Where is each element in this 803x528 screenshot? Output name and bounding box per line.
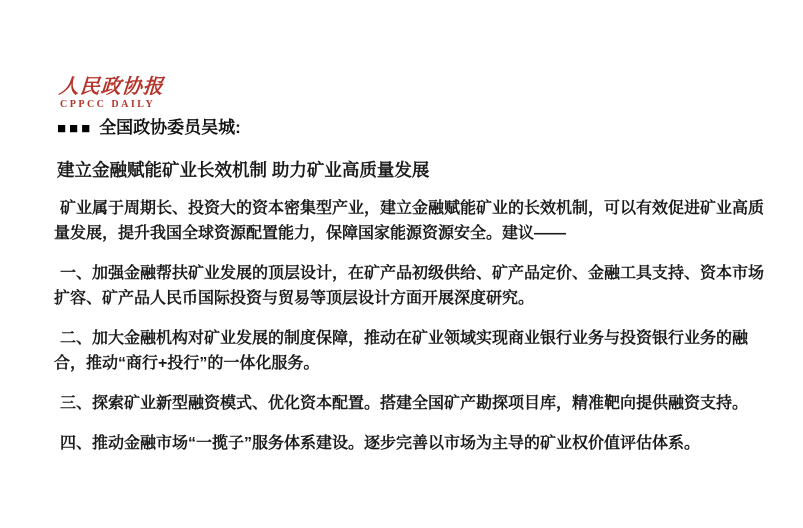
- article-paragraph-point-1: 一、加强金融帮扶矿业发展的顶层设计，在矿产品初级供给、矿产品定价、金融工具支持、资本市场扩容、矿产品人民币国际投资与贸易等顶层设计方面开展深度研究。: [54, 265, 765, 307]
- kicker-text: 全国政协委员吴城:: [99, 118, 241, 137]
- article-paragraph-point-2: 二、加大金融机构对矿业发展的制度保障，推动在矿业领域实现商业银行业务与投资银行业务的融合，推动“商行+投行”的一体化服务。: [54, 330, 749, 372]
- article-kicker: [57, 117, 777, 139]
- kicker-squares-icon: ■■■: [57, 120, 94, 137]
- cppcc-daily-logo-subtitle: CPPCC DAILY: [60, 99, 156, 110]
- article-paragraph-point-4: 四、推动金融市场“一揽子”服务体系建设。逐步完善以市场为主导的矿业权价值评估体系。: [60, 435, 701, 452]
- article-paragraph-lead: 矿业属于周期长、投资大的资本密集型产业，建立金融赋能矿业的长效机制，可以有效促进矿业高质量发展，提升我国全球资源配置能力，保障国家能源资源安全。建议——: [54, 200, 765, 242]
- cppcc-daily-logo: 人民政协报: [58, 76, 165, 98]
- article-body: [54, 196, 777, 456]
- article-title: 建立金融赋能矿业长效机制 助力矿业高质量发展: [57, 160, 430, 180]
- article-paragraph-point-3: 三、探索矿业新型融资模式、优化资本配置。搭建全国矿产勘探项目库，精准靶向提供融资支持。: [60, 395, 749, 412]
- masthead: [54, 76, 777, 110]
